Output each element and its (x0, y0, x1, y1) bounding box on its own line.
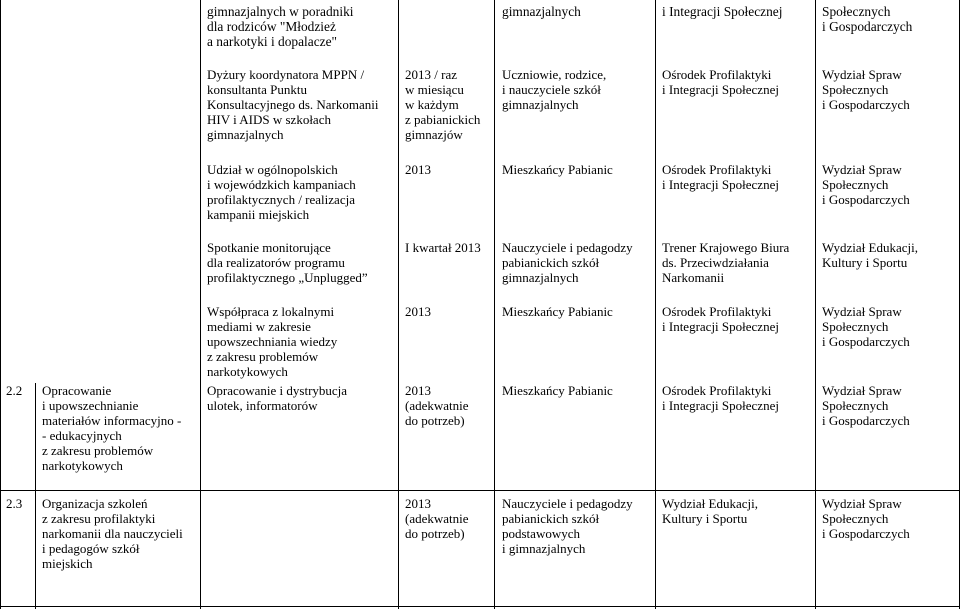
row1-target-group: gimnazjalnych (502, 4, 581, 19)
row6-timeline: 2013 (adekwatnie do potrzeb) (405, 383, 469, 428)
row2-cooperation: Wydział Spraw Społecznych i Gospodarczych (822, 67, 910, 112)
row2-timeline: 2013 / raz w miesiącu w każdym z pabianickich gimnazjów (405, 67, 481, 142)
row5-timeline: 2013 (405, 304, 431, 319)
row6-cooperation: Wydział Spraw Społecznych i Gospodarczych (822, 383, 910, 428)
row6-executor: Ośrodek Profilaktyki i Integracji Społecznej (662, 383, 779, 413)
row4-target-group: Nauczyciele i pedagodzy pabianickich szkół gimnazjalnych (502, 240, 633, 285)
row3-target-group: Mieszkańcy Pabianic (502, 162, 613, 177)
row1-description: gimnazjalnych w poradniki dla rodziców "Młodzież a narkotyki i dopalacze" (207, 4, 354, 50)
row2-description: Dyżury koordynatora MPPN / konsultanta Punktu Konsultacyjnego ds. Narkomanii HIV i AIDS w szkołach gimnazjalnych (207, 67, 379, 142)
row5-executor: Ośrodek Profilaktyki i Integracji Społecznej (662, 304, 779, 334)
row7-number: 2.3 (6, 496, 23, 511)
row7-target-group: Nauczyciele i pedagodzy pabianickich szkół podstawowych i gimnazjalnych (502, 496, 633, 556)
row7-cooperation: Wydział Spraw Społecznych i Gospodarczych (822, 496, 910, 541)
row6-number: 2.2 (6, 383, 23, 398)
row4-description: Spotkanie monitorujące dla realizatorów programu profilaktycznego „Unplugged” (207, 240, 368, 285)
row6-task: Opracowanie i upowszechnianie materiałów informacyjno - - edukacyjnych z zakresu problemów narkotykowych (42, 383, 182, 473)
row4-executor: Trener Krajowego Biura ds. Przeciwdziałania Narkomanii (662, 240, 790, 285)
row2-executor: Ośrodek Profilaktyki i Integracji Społecznej (662, 67, 779, 97)
row3-timeline: 2013 (405, 162, 431, 177)
row6-description: Opracowanie i dystrybucja ulotek, informatorów (207, 383, 348, 413)
row1-executor: i Integracji Społecznej (662, 4, 783, 19)
row5-cooperation: Wydział Spraw Społecznych i Gospodarczych (822, 304, 910, 349)
row3-cooperation: Wydział Spraw Społecznych i Gospodarczych (822, 162, 910, 207)
row4-cooperation: Wydział Edukacji, Kultury i Sportu (822, 240, 918, 270)
row7-timeline: 2013 (adekwatnie do potrzeb) (405, 496, 469, 541)
row7-executor: Wydział Edukacji, Kultury i Sportu (662, 496, 758, 526)
row2-target-group: Uczniowie, rodzice, i nauczyciele szkół gimnazjalnych (502, 67, 607, 112)
row1-cooperation: Społecznych i Gospodarczych (822, 4, 913, 35)
row3-executor: Ośrodek Profilaktyki i Integracji Społecznej (662, 162, 779, 192)
row5-description: Współpraca z lokalnymi mediami w zakresie upowszechniania wiedzy z zakresu problemów narkotykowych (207, 304, 338, 379)
row5-target-group: Mieszkańcy Pabianic (502, 304, 613, 319)
row4-timeline: I kwartał 2013 (405, 240, 481, 255)
row7-task: Organizacja szkoleń z zakresu profilaktyki narkomanii dla nauczycieli i pedagogów szkół miejskich (42, 496, 183, 571)
row6-target-group: Mieszkańcy Pabianic (502, 383, 613, 398)
row3-description: Udział w ogólnopolskich i wojewódzkich kampaniach profilaktycznych / realizacja kampanii miejskich (207, 162, 356, 222)
